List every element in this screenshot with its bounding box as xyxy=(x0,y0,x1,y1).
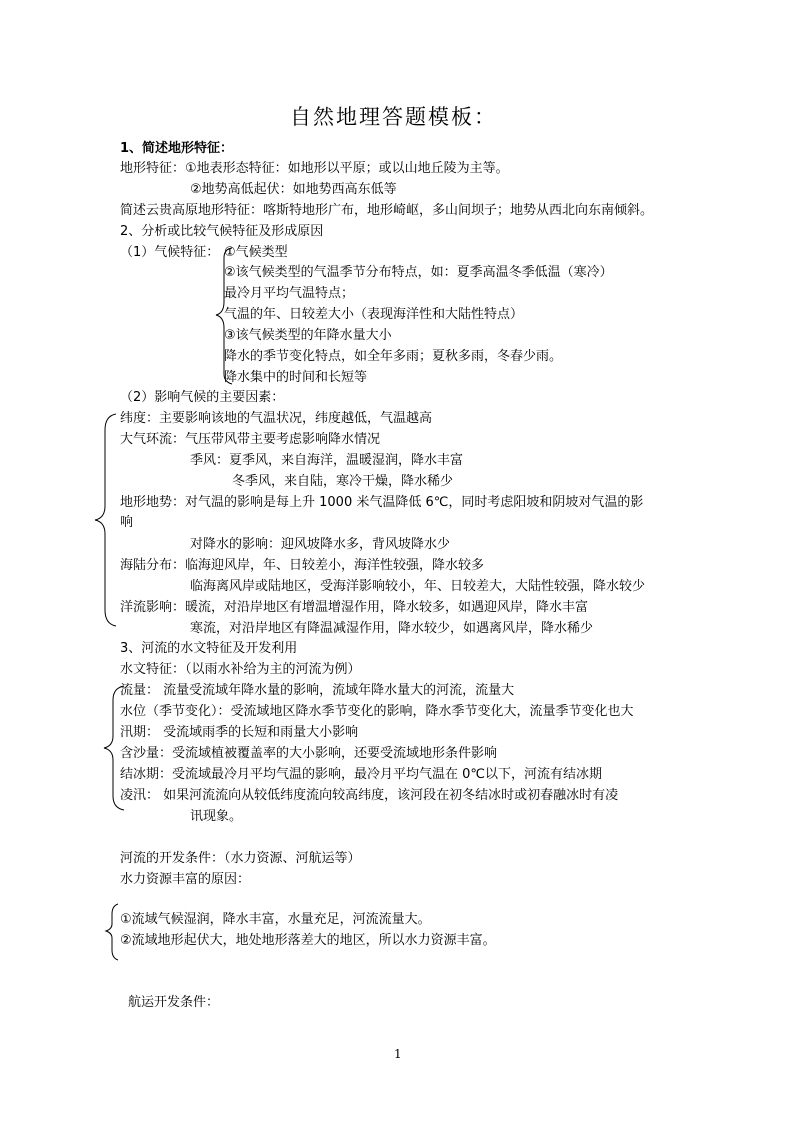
section-2-heading: 2、分析或比较气候特征及形成原因 xyxy=(120,224,324,239)
hydro-line: 汛期： 受流域雨季的长短和雨量大小影响 xyxy=(120,725,359,740)
factor-line: 临海离风岸或陆地区，受海洋影响较小，年、日较差大，大陆性较强，降水较少 xyxy=(190,579,646,594)
factor-line: 对降水的影响：迎风坡降水多，背风坡降水少 xyxy=(190,537,451,552)
hydro-line: 水位（季节变化）：受流域地区降水季节变化的影响，降水季节变化大，流量季节变化也大 xyxy=(120,704,634,719)
hydro-line: 流量： 流量受流域年降水量的影响，流域年降水量大的河流，流量大 xyxy=(120,683,515,698)
hydro-label: 水文特征：（以雨水补给为主的河流为例） xyxy=(120,662,361,677)
climate-item: ③该气候类型的年降水量大小 xyxy=(224,328,392,343)
factor-line: 地形地势：对气温的影响是每上升 1000 米气温降低 6℃，同时考虑阳坡和阴坡对气温的影 xyxy=(120,495,644,510)
climate-item: 降水的季节变化特点，如全年多雨；夏秋多雨，冬春少雨。 xyxy=(224,349,563,364)
section-1-heading: 1、简述地形特征： xyxy=(120,141,234,156)
factor-line: 大气环流：气压带风带主要考虑影响降水情况 xyxy=(120,432,381,447)
hydro-line: 结冰期：受流域最冷月平均气温的影响，最冷月平均气温在 0℃以下，河流有结冰期 xyxy=(120,767,603,782)
climate-item: 最冷月平均气温特点； xyxy=(224,286,355,301)
climate-item: 降水集中的时间和长短等 xyxy=(224,370,368,385)
climate-item: ①气候类型 xyxy=(224,245,288,260)
navigation-conditions: 航运开发条件： xyxy=(128,995,220,1010)
factor-line: 寒流，对沿岸地区有降温减湿作用，降水较少，如遇离风岸，降水稀少 xyxy=(190,621,594,636)
factor-line: 洋流影响：暖流，对沿岸地区有增温增湿作用，降水较多，如遇迎风岸，降水丰富 xyxy=(120,600,589,615)
climate-label: （1）气候特征： xyxy=(120,245,220,260)
factor-line: 冬季风，来自陆，寒冷干燥，降水稀少 xyxy=(232,474,454,489)
factors-label: （2）影响气候的主要因素： xyxy=(120,390,285,405)
water-brace xyxy=(106,904,118,960)
factor-line: 响 xyxy=(120,515,134,530)
water-resource-reason: ②流域地形起伏大，地处地形落差大的地区，所以水力资源丰富。 xyxy=(120,933,496,948)
development-conditions: 河流的开发条件：（水力资源、河航运等） xyxy=(120,851,361,866)
section-3-heading: 3、河流的水文特征及开发利用 xyxy=(120,641,298,656)
climate-item: ②该气候类型的气温季节分布特点，如：夏季高温冬季低温（寒冷） xyxy=(224,265,613,280)
hydro-line: 讯现象。 xyxy=(190,809,243,824)
factors-brace xyxy=(95,414,116,626)
hydro-line: 凌汛： 如果河流流向从较低纬度流向较高纬度，该河段在初冬结冰时或初春融冰时有凌 xyxy=(120,788,619,803)
factor-line: 纬度：主要影响该地的气温状况，纬度越低，气温越高 xyxy=(120,411,433,426)
water-resource-reason: ①流域气候湿润，降水丰富，水量充足，河流流量大。 xyxy=(120,912,431,927)
factor-line: 季风：夏季风，来自海洋，温暖湿润，降水丰富 xyxy=(190,453,464,468)
terrain-line-1: 地形特征：①地表形态特征：如地形以平原；或以山地丘陵为主等。 xyxy=(120,161,509,176)
terrain-line-2: ②地势高低起伏：如地势西高东低等 xyxy=(190,182,397,197)
terrain-line-3: 简述云贵高原地形特征：喀斯特地形广布，地形崎岖，多山间坝子；地势从西北向东南倾斜。 xyxy=(120,203,654,218)
factor-line: 海陆分布：临海迎风岸，年、日较差小，海洋性较强，降水较多 xyxy=(120,558,485,573)
page-title: 自然地理答题模板： xyxy=(290,105,497,129)
page-number: 1 xyxy=(394,1047,402,1061)
water-resource-label: 水力资源丰富的原因： xyxy=(120,872,251,887)
climate-item: 气温的年、日较差大小（表现海洋性和大陆性特点） xyxy=(224,307,524,322)
hydro-line: 含沙量：受流域植被覆盖率的大小影响，还要受流域地形条件影响 xyxy=(120,746,498,761)
